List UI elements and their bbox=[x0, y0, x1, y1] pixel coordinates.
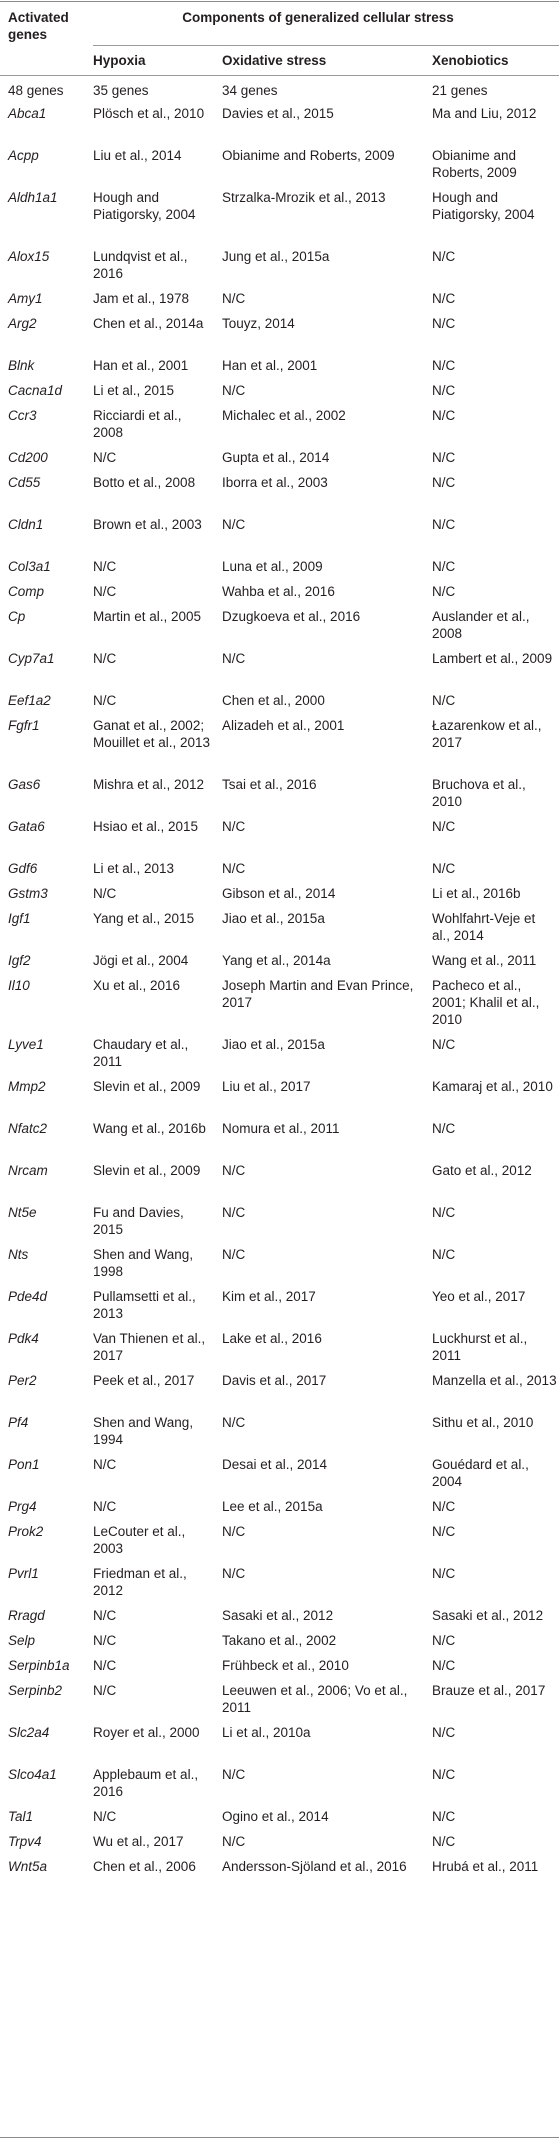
hypoxia-ref: Royer et al., 2000 bbox=[93, 1725, 200, 1740]
gene-name: Gata6 bbox=[8, 819, 45, 834]
hypoxia-ref: 35 genes bbox=[93, 83, 149, 98]
gene-name: Cldn1 bbox=[8, 517, 44, 532]
xenobiotics-ref: N/C bbox=[432, 861, 456, 876]
oxidative-ref: Tsai et al., 2016 bbox=[222, 777, 317, 792]
xenobiotics-ref: Auslander et al., 2008 bbox=[432, 609, 530, 641]
gene-name: Pvrl1 bbox=[8, 1566, 39, 1581]
gene-name: Cacna1d bbox=[8, 383, 63, 398]
hypoxia-ref: Shen and Wang, 1994 bbox=[93, 1415, 194, 1447]
gene-name: Serpinb2 bbox=[8, 1683, 63, 1698]
gene-name: Pde4d bbox=[8, 1289, 48, 1304]
gene-name: Gdf6 bbox=[8, 861, 38, 876]
gene-name: Slco4a1 bbox=[8, 1767, 57, 1782]
hypoxia-ref: LeCouter et al., 2003 bbox=[93, 1524, 186, 1556]
gene-name: Selp bbox=[8, 1633, 36, 1648]
oxidative-ref: Andersson-Sjöland et al., 2016 bbox=[222, 1859, 407, 1874]
hypoxia-ref: N/C bbox=[93, 450, 117, 465]
xenobiotics-ref: Gato et al., 2012 bbox=[432, 1163, 532, 1178]
gene-name: Abca1 bbox=[8, 106, 47, 121]
xenobiotics-ref: N/C bbox=[432, 1037, 456, 1052]
gene-name: Fgfr1 bbox=[8, 718, 40, 733]
hypoxia-ref: N/C bbox=[93, 559, 117, 574]
hypoxia-ref: N/C bbox=[93, 1499, 117, 1514]
hypoxia-ref: N/C bbox=[93, 1633, 117, 1648]
xenobiotics-ref: N/C bbox=[432, 1809, 456, 1824]
oxidative-ref: N/C bbox=[222, 1205, 246, 1220]
xenobiotics-ref: Lambert et al., 2009 bbox=[432, 651, 553, 666]
xenobiotics-ref: N/C bbox=[432, 517, 456, 532]
gene-name: Nts bbox=[8, 1247, 29, 1262]
hypoxia-ref: Plösch et al., 2010 bbox=[93, 106, 205, 121]
hypoxia-ref: Van Thienen et al., 2017 bbox=[93, 1331, 206, 1363]
oxidative-ref: Davies et al., 2015 bbox=[222, 106, 334, 121]
xenobiotics-ref: N/C bbox=[432, 450, 456, 465]
hypoxia-ref: Jögi et al., 2004 bbox=[93, 953, 189, 968]
oxidative-ref: Davis et al., 2017 bbox=[222, 1373, 327, 1388]
xenobiotics-ref: Hrubá et al., 2011 bbox=[432, 1859, 539, 1874]
oxidative-ref: N/C bbox=[222, 383, 246, 398]
gene-name: Cp bbox=[8, 609, 26, 624]
hypoxia-ref: Fu and Davies, 2015 bbox=[93, 1205, 184, 1237]
xenobiotics-ref: N/C bbox=[432, 1725, 456, 1740]
gene-name: Amy1 bbox=[8, 291, 43, 306]
xenobiotics-ref: N/C bbox=[432, 1658, 456, 1673]
gene-name: Slc2a4 bbox=[8, 1725, 50, 1740]
hypoxia-ref: N/C bbox=[93, 1658, 117, 1673]
gene-name: Blnk bbox=[8, 358, 35, 373]
oxidative-ref: 34 genes bbox=[222, 83, 278, 98]
gene-name: Pf4 bbox=[8, 1415, 29, 1430]
oxidative-ref: Iborra et al., 2003 bbox=[222, 475, 328, 490]
oxidative-ref: Luna et al., 2009 bbox=[222, 559, 323, 574]
xenobiotics-ref: Ma and Liu, 2012 bbox=[432, 106, 537, 121]
oxidative-ref: Jiao et al., 2015a bbox=[222, 911, 325, 926]
xenobiotics-ref: Wohlfahrt-Veje et al., 2014 bbox=[432, 911, 536, 943]
hypoxia-ref: Lundqvist et al., 2016 bbox=[93, 249, 188, 281]
xenobiotics-ref: Sithu et al., 2010 bbox=[432, 1415, 534, 1430]
oxidative-ref: Jung et al., 2015a bbox=[222, 249, 330, 264]
oxidative-ref: N/C bbox=[222, 1834, 246, 1849]
hypoxia-ref: N/C bbox=[93, 1809, 117, 1824]
oxidative-ref: Obianime and Roberts, 2009 bbox=[222, 148, 395, 163]
oxidative-ref: Lee et al., 2015a bbox=[222, 1499, 323, 1514]
hypoxia-ref: N/C bbox=[93, 886, 117, 901]
hypoxia-ref: N/C bbox=[93, 1608, 117, 1623]
oxidative-ref: Yang et al., 2014a bbox=[222, 953, 331, 968]
oxidative-ref: Lake et al., 2016 bbox=[222, 1331, 322, 1346]
hypoxia-ref: N/C bbox=[93, 584, 117, 599]
oxidative-ref: Frühbeck et al., 2010 bbox=[222, 1658, 349, 1673]
xenobiotics-ref: 21 genes bbox=[432, 83, 488, 98]
xenobiotics-ref: N/C bbox=[432, 316, 456, 331]
gene-name: Nt5e bbox=[8, 1205, 37, 1220]
xenobiotics-ref: N/C bbox=[432, 358, 456, 373]
xenobiotics-ref: N/C bbox=[432, 1524, 456, 1539]
oxidative-ref: Alizadeh et al., 2001 bbox=[222, 718, 345, 733]
header-bottom-rule bbox=[0, 75, 559, 76]
hypoxia-ref: Botto et al., 2008 bbox=[93, 475, 196, 490]
hypoxia-ref: Ricciardi et al., 2008 bbox=[93, 408, 182, 440]
gene-name: Prg4 bbox=[8, 1499, 37, 1514]
xenobiotics-ref: N/C bbox=[432, 559, 456, 574]
hypoxia-ref: Liu et al., 2014 bbox=[93, 148, 182, 163]
gene-name: Cyp7a1 bbox=[8, 651, 55, 666]
xenobiotics-ref: Obianime and Roberts, 2009 bbox=[432, 148, 517, 180]
oxidative-ref: Jiao et al., 2015a bbox=[222, 1037, 325, 1052]
xenobiotics-ref: N/C bbox=[432, 1205, 456, 1220]
hypoxia-ref: Chaudary et al., 2011 bbox=[93, 1037, 189, 1069]
hypoxia-ref: Li et al., 2013 bbox=[93, 861, 175, 876]
gene-name: Serpinb1a bbox=[8, 1658, 70, 1673]
oxidative-ref: N/C bbox=[222, 1163, 246, 1178]
hypoxia-ref: Pullamsetti et al., 2013 bbox=[93, 1289, 196, 1321]
xenobiotics-ref: Wang et al., 2011 bbox=[432, 953, 537, 968]
oxidative-ref: Liu et al., 2017 bbox=[222, 1079, 311, 1094]
hypoxia-ref: Martin et al., 2005 bbox=[93, 609, 202, 624]
hypoxia-ref: N/C bbox=[93, 693, 117, 708]
gene-name: Cd55 bbox=[8, 475, 41, 490]
gene-name: Mmp2 bbox=[8, 1079, 46, 1094]
oxidative-ref: N/C bbox=[222, 819, 246, 834]
hypoxia-ref: Slevin et al., 2009 bbox=[93, 1163, 201, 1178]
oxidative-ref: N/C bbox=[222, 1415, 246, 1430]
oxidative-ref: Desai et al., 2014 bbox=[222, 1457, 328, 1472]
oxidative-ref: Michalec et al., 2002 bbox=[222, 408, 346, 423]
oxidative-ref: N/C bbox=[222, 861, 246, 876]
oxidative-ref: Li et al., 2010a bbox=[222, 1725, 311, 1740]
xenobiotics-ref: N/C bbox=[432, 291, 456, 306]
oxidative-ref: Gibson et al., 2014 bbox=[222, 886, 336, 901]
gene-name: Igf2 bbox=[8, 953, 31, 968]
hypoxia-ref: Chen et al., 2014a bbox=[93, 316, 204, 331]
xenobiotics-ref: N/C bbox=[432, 475, 456, 490]
hypoxia-ref: Jam et al., 1978 bbox=[93, 291, 190, 306]
hypoxia-ref: Shen and Wang, 1998 bbox=[93, 1247, 194, 1279]
oxidative-ref: Leeuwen et al., 2006; Vo et al., 2011 bbox=[222, 1683, 408, 1715]
hypoxia-ref: Hough and Piatigorsky, 2004 bbox=[93, 190, 196, 222]
header-xenobiotics: Xenobiotics bbox=[432, 53, 509, 68]
hypoxia-ref: Li et al., 2015 bbox=[93, 383, 175, 398]
xenobiotics-ref: N/C bbox=[432, 1121, 456, 1136]
hypoxia-ref: Xu et al., 2016 bbox=[93, 978, 181, 993]
gene-name: Gas6 bbox=[8, 777, 41, 792]
xenobiotics-ref: N/C bbox=[432, 584, 456, 599]
gene-name: Acpp bbox=[8, 148, 39, 163]
gene-name: Alox15 bbox=[8, 249, 50, 264]
hypoxia-ref: Chen et al., 2006 bbox=[93, 1859, 196, 1874]
table-top-rule bbox=[0, 1, 559, 2]
oxidative-ref: Sasaki et al., 2012 bbox=[222, 1608, 334, 1623]
hypoxia-ref: Mishra et al., 2012 bbox=[93, 777, 205, 792]
gene-name: Rragd bbox=[8, 1608, 45, 1623]
gene-name: Per2 bbox=[8, 1373, 37, 1388]
xenobiotics-ref: N/C bbox=[432, 1834, 456, 1849]
xenobiotics-ref: N/C bbox=[432, 1633, 456, 1648]
hypoxia-ref: Slevin et al., 2009 bbox=[93, 1079, 201, 1094]
header-activated-genes: Activated genes bbox=[8, 10, 69, 42]
gene-name: Comp bbox=[8, 584, 45, 599]
xenobiotics-ref: N/C bbox=[432, 693, 456, 708]
hypoxia-ref: Applebaum et al., 2016 bbox=[93, 1767, 199, 1799]
xenobiotics-ref: Manzella et al., 2013 bbox=[432, 1373, 557, 1388]
hypoxia-ref: N/C bbox=[93, 1457, 117, 1472]
hypoxia-ref: Wu et al., 2017 bbox=[93, 1834, 184, 1849]
gene-name: Eef1a2 bbox=[8, 693, 51, 708]
xenobiotics-ref: N/C bbox=[432, 408, 456, 423]
oxidative-ref: Gupta et al., 2014 bbox=[222, 450, 330, 465]
hypoxia-ref: Hsiao et al., 2015 bbox=[93, 819, 199, 834]
oxidative-ref: N/C bbox=[222, 1524, 246, 1539]
xenobiotics-ref: Li et al., 2016b bbox=[432, 886, 521, 901]
xenobiotics-ref: N/C bbox=[432, 1566, 456, 1581]
xenobiotics-ref: Yeo et al., 2017 bbox=[432, 1289, 526, 1304]
xenobiotics-ref: N/C bbox=[432, 1499, 456, 1514]
gene-name: Gstm3 bbox=[8, 886, 48, 901]
gene-name: Trpv4 bbox=[8, 1834, 42, 1849]
table-bottom-rule bbox=[0, 2137, 559, 2138]
gene-name: Prok2 bbox=[8, 1524, 44, 1539]
gene-name: Il10 bbox=[8, 978, 30, 993]
xenobiotics-ref: Sasaki et al., 2012 bbox=[432, 1608, 544, 1623]
hypoxia-ref: N/C bbox=[93, 1683, 117, 1698]
xenobiotics-ref: Gouédard et al., 2004 bbox=[432, 1457, 529, 1489]
gene-name: Ccr3 bbox=[8, 408, 37, 423]
gene-name: Pdk4 bbox=[8, 1331, 39, 1346]
header-group-rule bbox=[93, 45, 559, 46]
gene-name: Igf1 bbox=[8, 911, 31, 926]
gene-name: Col3a1 bbox=[8, 559, 51, 574]
gene-name: Lyve1 bbox=[8, 1037, 44, 1052]
oxidative-ref: Kim et al., 2017 bbox=[222, 1289, 316, 1304]
gene-name: Pon1 bbox=[8, 1457, 40, 1472]
oxidative-ref: N/C bbox=[222, 517, 246, 532]
oxidative-ref: Han et al., 2001 bbox=[222, 358, 318, 373]
gene-name: Nfatc2 bbox=[8, 1121, 48, 1136]
gene-name: Arg2 bbox=[8, 316, 37, 331]
oxidative-ref: Ogino et al., 2014 bbox=[222, 1809, 329, 1824]
xenobiotics-ref: Kamaraj et al., 2010 bbox=[432, 1079, 553, 1094]
hypoxia-ref: Brown et al., 2003 bbox=[93, 517, 202, 532]
hypoxia-ref: N/C bbox=[93, 651, 117, 666]
oxidative-ref: Touyz, 2014 bbox=[222, 316, 295, 331]
oxidative-ref: Joseph Martin and Evan Prince, 2017 bbox=[222, 978, 414, 1010]
oxidative-ref: N/C bbox=[222, 1767, 246, 1782]
gene-name: Cd200 bbox=[8, 450, 48, 465]
gene-name: Aldh1a1 bbox=[8, 190, 58, 205]
header-components-group: Components of generalized cellular stress bbox=[182, 10, 454, 25]
oxidative-ref: Chen et al., 2000 bbox=[222, 693, 325, 708]
header-hypoxia: Hypoxia bbox=[93, 53, 146, 68]
oxidative-ref: N/C bbox=[222, 1566, 246, 1581]
header-oxidative-stress: Oxidative stress bbox=[222, 53, 327, 68]
hypoxia-ref: Friedman et al., 2012 bbox=[93, 1566, 187, 1598]
oxidative-ref: Takano et al., 2002 bbox=[222, 1633, 337, 1648]
xenobiotics-ref: N/C bbox=[432, 819, 456, 834]
xenobiotics-ref: N/C bbox=[432, 1247, 456, 1262]
oxidative-ref: N/C bbox=[222, 1247, 246, 1262]
xenobiotics-ref: Pacheco et al., 2001; Khalil et al., 2010 bbox=[432, 978, 540, 1027]
xenobiotics-ref: Hough and Piatigorsky, 2004 bbox=[432, 190, 535, 222]
oxidative-ref: N/C bbox=[222, 651, 246, 666]
oxidative-ref: Wahba et al., 2016 bbox=[222, 584, 335, 599]
hypoxia-ref: Peek et al., 2017 bbox=[93, 1373, 195, 1388]
hypoxia-ref: Yang et al., 2015 bbox=[93, 911, 195, 926]
xenobiotics-ref: N/C bbox=[432, 1767, 456, 1782]
oxidative-ref: Nomura et al., 2011 bbox=[222, 1121, 340, 1136]
hypoxia-ref: Han et al., 2001 bbox=[93, 358, 189, 373]
xenobiotics-ref: Bruchova et al., 2010 bbox=[432, 777, 526, 809]
oxidative-ref: N/C bbox=[222, 291, 246, 306]
gene-name: Nrcam bbox=[8, 1163, 48, 1178]
hypoxia-ref: Wang et al., 2016b bbox=[93, 1121, 206, 1136]
gene-name: Wnt5a bbox=[8, 1859, 48, 1874]
xenobiotics-ref: Brauze et al., 2017 bbox=[432, 1683, 546, 1698]
xenobiotics-ref: N/C bbox=[432, 383, 456, 398]
xenobiotics-ref: Luckhurst et al., 2011 bbox=[432, 1331, 528, 1363]
xenobiotics-ref: N/C bbox=[432, 249, 456, 264]
oxidative-ref: Strzalka-Mrozik et al., 2013 bbox=[222, 190, 386, 205]
gene-name: 48 genes bbox=[8, 83, 64, 98]
xenobiotics-ref: Łazarenkow et al., 2017 bbox=[432, 718, 542, 750]
gene-name: Tal1 bbox=[8, 1809, 34, 1824]
oxidative-ref: Dzugkoeva et al., 2016 bbox=[222, 609, 361, 624]
hypoxia-ref: Ganat et al., 2002; Mouillet et al., 2013 bbox=[93, 718, 211, 750]
